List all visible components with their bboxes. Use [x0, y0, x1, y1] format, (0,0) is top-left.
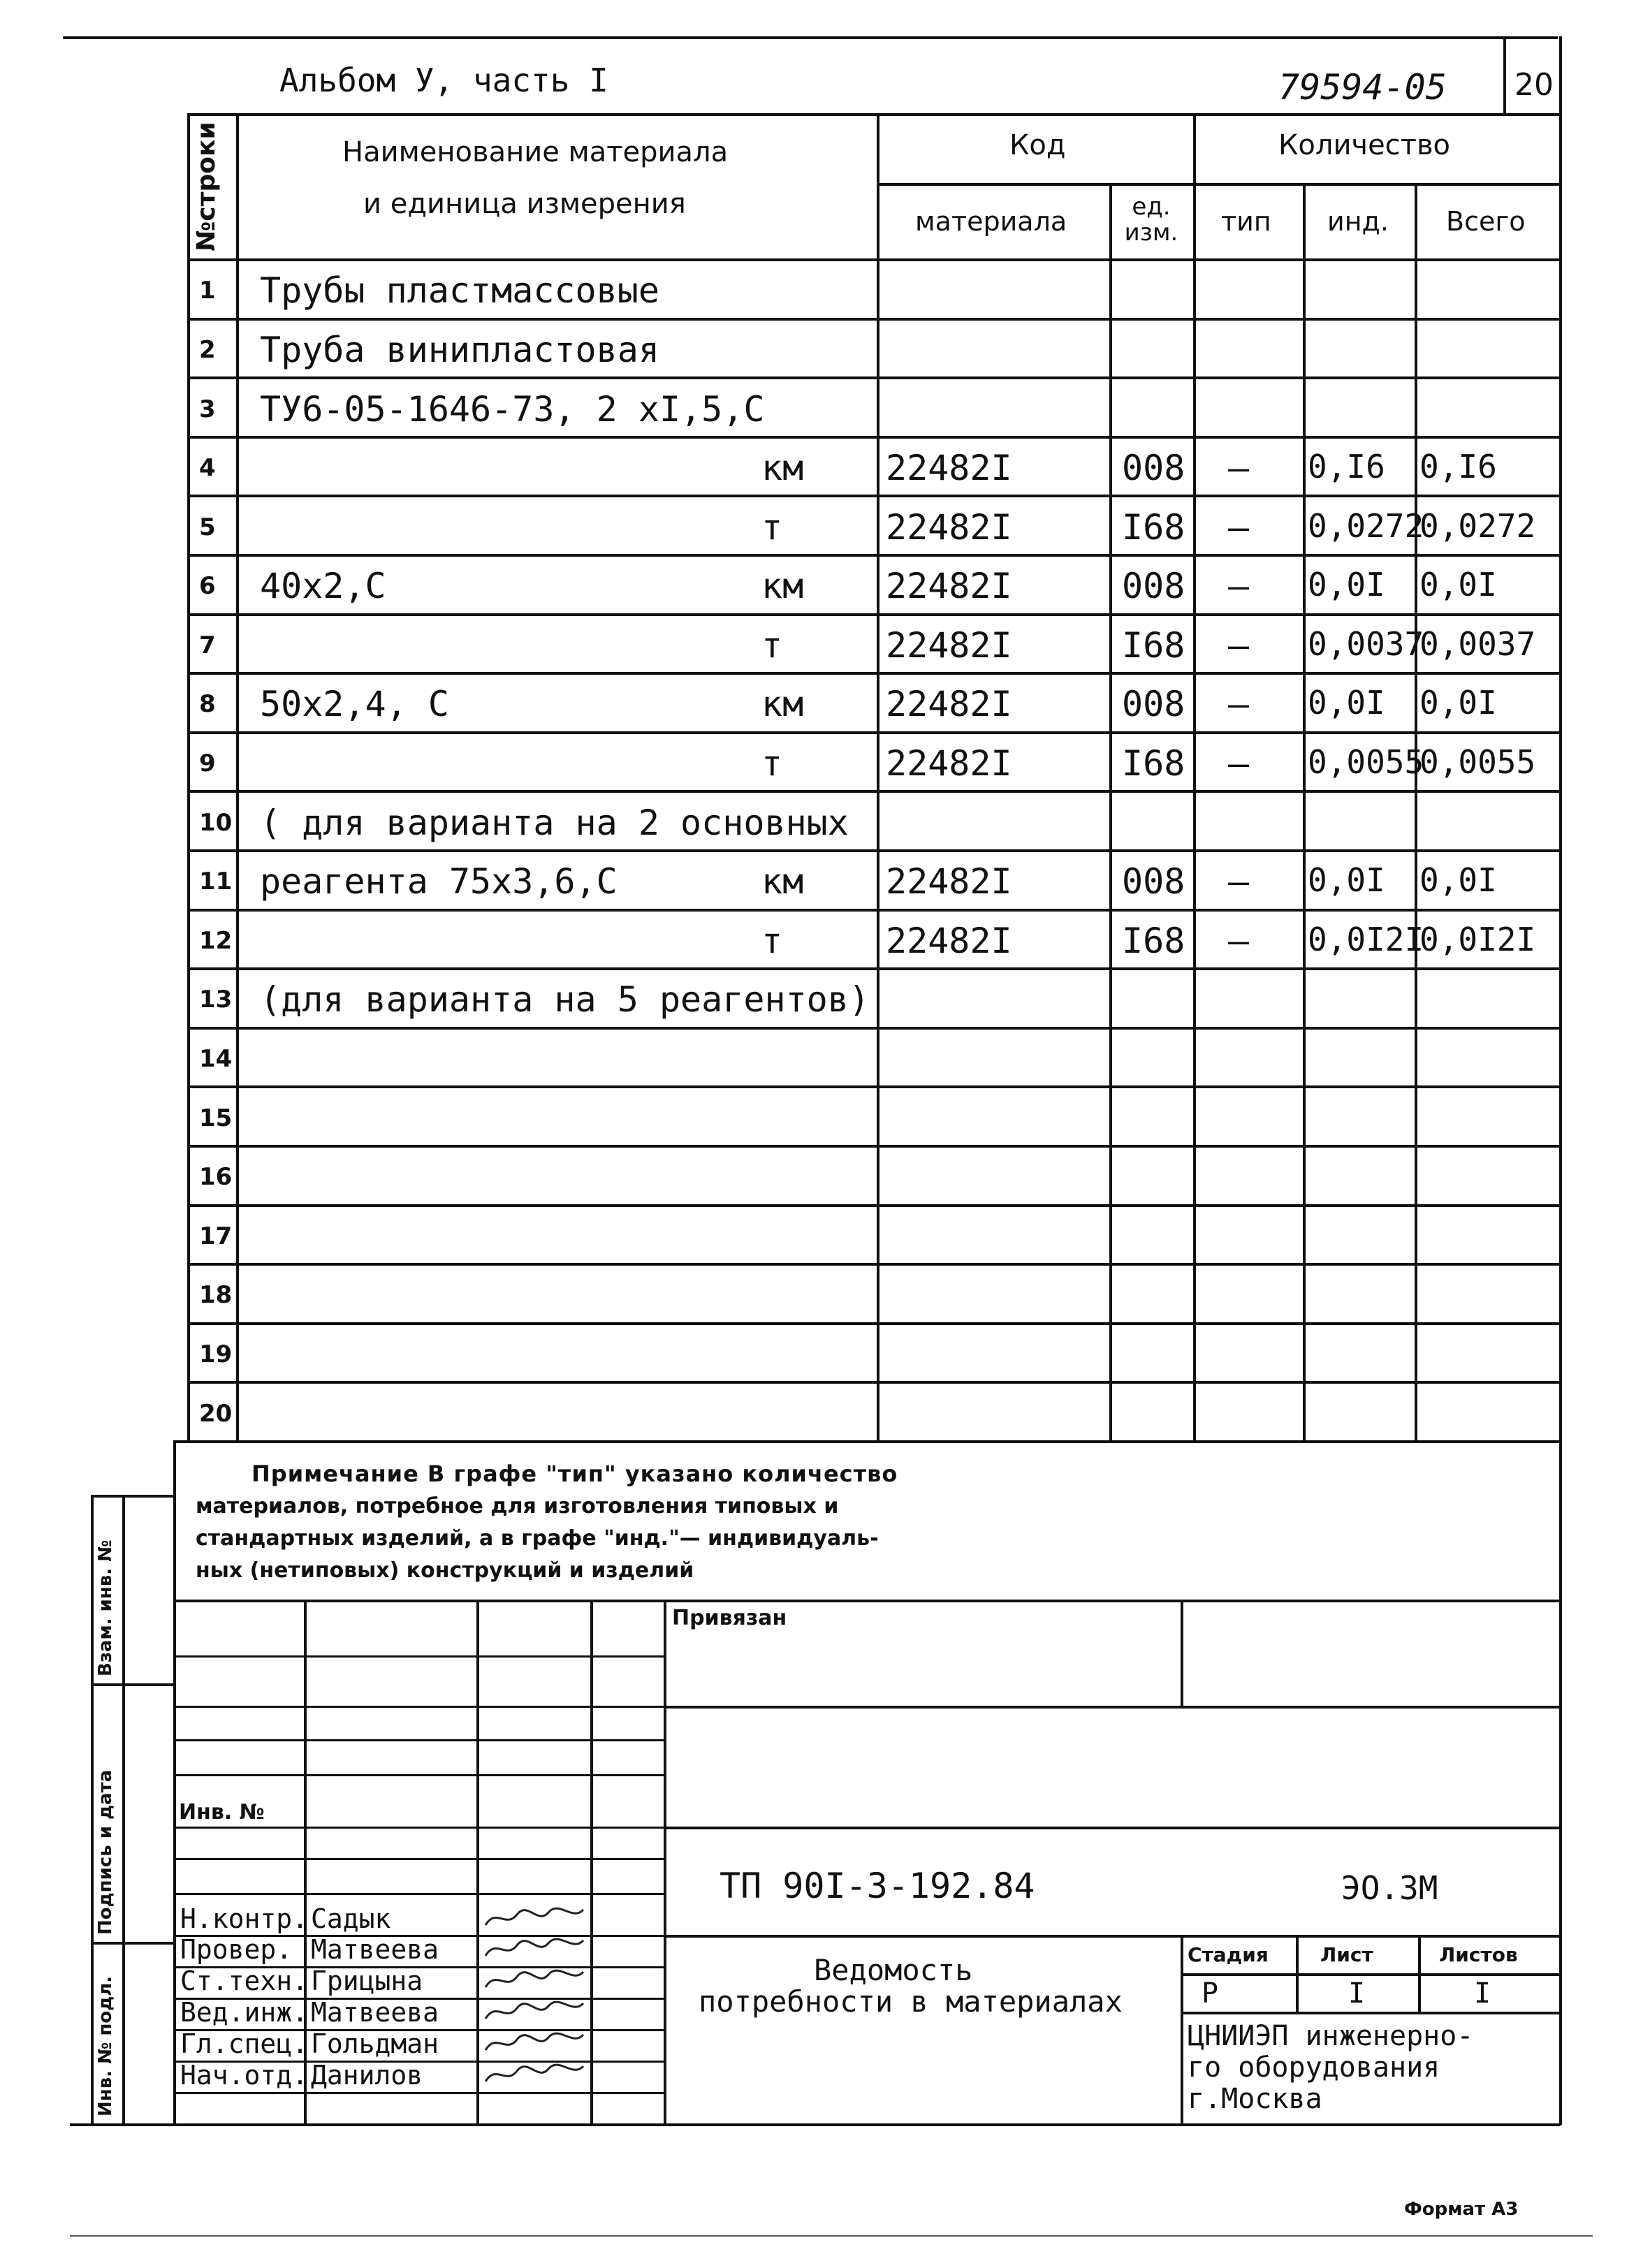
row-name: ( для варианта на 2 основных — [260, 803, 849, 843]
sheet-value: I — [1348, 1977, 1366, 2010]
tb-grid-v2 — [476, 1600, 479, 2125]
row-number: 2 — [199, 336, 216, 364]
signer-role: Вед.инж. — [180, 1997, 309, 2028]
table-top — [187, 113, 1561, 116]
tb-grid-row-line — [173, 1706, 664, 1708]
stage-value: Р — [1202, 1977, 1219, 2010]
row-number: 14 — [199, 1045, 233, 1073]
side-inv-podl: Инв. № подл. — [95, 1975, 116, 2116]
header-row-no: №строки — [192, 122, 221, 251]
row-unit-code: I68 — [1122, 507, 1185, 548]
row-ind: 0,0I — [1308, 861, 1385, 899]
binding-strip-top — [91, 1495, 173, 1498]
row-unit-code: I68 — [1122, 625, 1185, 666]
format-label: Формат А3 — [1404, 2199, 1519, 2220]
row-number: 9 — [199, 749, 216, 777]
header-qty-ind: инд. — [1327, 206, 1389, 237]
tb-line-4 — [664, 1935, 1561, 1938]
row-code: 22482I — [886, 625, 1012, 666]
row-ind: 0,0272 — [1308, 507, 1424, 545]
tb-grid-row-line — [173, 1774, 664, 1776]
row-number: 20 — [199, 1400, 233, 1428]
signer-role: Провер. — [180, 1934, 293, 1965]
tb-grid-row-line — [173, 1858, 664, 1860]
col-code-right — [1109, 183, 1112, 1440]
signature-mark — [482, 2061, 587, 2088]
row-number: 18 — [199, 1281, 233, 1309]
signature-mark — [482, 1904, 587, 1932]
doc-number: 79594-05 — [1278, 67, 1447, 108]
row-unit: т — [761, 921, 783, 961]
row-number: 1 — [199, 277, 216, 305]
row-ind: 0,0I — [1308, 684, 1385, 722]
row-name: 50х2,4, С — [260, 684, 449, 724]
row-divider — [187, 1263, 1561, 1266]
org-line2: го оборудования — [1188, 2051, 1440, 2084]
row-type: – — [1228, 684, 1250, 724]
doc-title-1: Ведомость — [814, 1953, 973, 1987]
row-name: 40х2,С — [260, 566, 386, 606]
row-type: – — [1228, 507, 1250, 548]
row-name: (для варианта на 5 реагентов) — [260, 979, 870, 1020]
row-type: – — [1228, 861, 1250, 902]
signer-name: Гольдман — [311, 2028, 439, 2059]
row-type: – — [1228, 743, 1250, 784]
row-unit: км — [761, 861, 804, 902]
page-number-divider — [1503, 36, 1506, 113]
signer-name: Данилов — [311, 2060, 423, 2091]
row-divider — [187, 731, 1561, 734]
signer-role: Ст.техн. — [180, 1966, 309, 1996]
row-unit: т — [761, 743, 783, 784]
row-number: 5 — [199, 513, 216, 541]
row-number: 10 — [199, 809, 233, 837]
col-unit-right — [1193, 113, 1196, 1440]
album-label: Альбом У, часть I — [279, 61, 608, 99]
section-code: ЭО.ЗМ — [1341, 1869, 1438, 1907]
header-qty-total: Всего — [1446, 206, 1526, 237]
row-ind: 0,0I2I — [1308, 921, 1424, 958]
header-code-unit: ед. изм. — [1124, 193, 1178, 247]
row-code: 22482I — [886, 448, 1012, 488]
stage-label: Стадия — [1188, 1943, 1269, 1966]
row-divider — [187, 967, 1561, 970]
row-total: 0,0037 — [1419, 625, 1536, 663]
row-number: 16 — [199, 1163, 233, 1191]
row-divider — [187, 672, 1561, 675]
header-qty-type: тип — [1221, 206, 1271, 237]
row-number: 19 — [199, 1340, 233, 1368]
org-line1: ЦНИИЭП инженерно- — [1188, 2020, 1474, 2052]
row-code: 22482I — [886, 743, 1012, 784]
footer-line — [70, 2235, 1593, 2237]
sheet-label: Лист — [1320, 1943, 1373, 1966]
row-total: 0,I6 — [1419, 448, 1497, 485]
note-line2: материалов, потребное для изготовления типовых и — [196, 1494, 839, 1519]
tb-stage-mid — [1181, 1973, 1561, 1976]
row-number: 7 — [199, 631, 216, 659]
row-divider — [187, 1145, 1561, 1148]
tb-grid-row-line — [173, 1655, 664, 1658]
tb-grid-row-line — [173, 1893, 664, 1895]
note-line3: стандартных изделий, а в графе "инд."— индивидуаль- — [196, 1526, 879, 1551]
side-vzam: Взам. инв. № — [95, 1539, 116, 1676]
col-name-right — [877, 113, 879, 1440]
row-unit: т — [761, 507, 783, 548]
side-podpis: Подпись и дата — [95, 1769, 116, 1935]
row-ind: 0,0I — [1308, 566, 1385, 603]
row-divider — [187, 790, 1561, 793]
signer-role: Н.контр. — [180, 1903, 309, 1934]
row-divider — [187, 1085, 1561, 1088]
signature-mark — [482, 2029, 587, 2057]
row-divider — [187, 849, 1561, 852]
col-ind-right — [1415, 183, 1417, 1440]
tb-line-1 — [173, 1600, 1561, 1602]
row-divider — [187, 613, 1561, 616]
row-type: – — [1228, 448, 1250, 488]
binding-strip-left — [91, 1495, 94, 2123]
tb-grid-row-line — [173, 1827, 664, 1829]
binding-strip-div1 — [91, 1683, 173, 1686]
row-unit: км — [761, 684, 804, 724]
row-divider — [187, 376, 1561, 379]
row-code: 22482I — [886, 861, 1012, 902]
row-number: 11 — [199, 868, 233, 895]
row-total: 0,0055 — [1419, 743, 1536, 781]
top-border — [63, 36, 1558, 39]
sheets-label: Листов — [1439, 1943, 1518, 1966]
tb-bottom — [70, 2123, 1561, 2126]
row-name: Труба винипластовая — [260, 330, 659, 370]
tb-grid-v3 — [590, 1600, 593, 2125]
tb-line-2 — [664, 1706, 1561, 1709]
tb-grid-row-line — [173, 1739, 664, 1741]
signer-name: Грицына — [311, 1966, 423, 1996]
header-name2: и единица измерения — [363, 188, 686, 220]
note-top — [173, 1440, 1561, 1443]
row-unit-code: 008 — [1122, 684, 1185, 724]
row-code: 22482I — [886, 684, 1012, 724]
row-divider — [187, 1381, 1561, 1384]
row-number: 3 — [199, 395, 216, 423]
binding-strip-div2 — [91, 1942, 173, 1945]
row-number: 4 — [199, 454, 216, 482]
row-total: 0,0I — [1419, 861, 1497, 899]
row-total: 0,0I — [1419, 566, 1497, 603]
tb-split — [664, 1600, 666, 2125]
subheader-line — [877, 183, 1559, 186]
inv-no-label: Инв. № — [179, 1800, 265, 1824]
row-number: 6 — [199, 572, 216, 600]
col-type-right — [1303, 183, 1306, 1440]
row-ind: 0,I6 — [1308, 448, 1385, 485]
row-name: реагента 75х3,6,С — [260, 861, 618, 902]
row-type: – — [1228, 566, 1250, 606]
row-unit-code: 008 — [1122, 566, 1185, 606]
signer-role: Нач.отд. — [180, 2060, 309, 2091]
tb-grid-row-line — [173, 2092, 664, 2094]
header-code-material: материала — [915, 206, 1067, 237]
row-number: 17 — [199, 1222, 233, 1250]
row-code: 22482I — [886, 507, 1012, 548]
row-name: ТУ6-05-1646-73, 2 хI,5,С — [260, 389, 765, 430]
note-line1: Примечание В графе "тип" указано количество — [251, 1461, 898, 1487]
row-code: 22482I — [886, 921, 1012, 961]
row-unit: км — [761, 566, 804, 606]
signer-name: Матвеева — [311, 1997, 439, 2028]
row-divider — [187, 909, 1561, 912]
row-unit: км — [761, 448, 804, 488]
table-right — [1559, 36, 1562, 1440]
row-code: 22482I — [886, 566, 1012, 606]
row-number: 8 — [199, 690, 216, 718]
row-unit-code: I68 — [1122, 921, 1185, 961]
signer-role: Гл.спец. — [180, 2028, 309, 2059]
col-rownum-right — [236, 113, 239, 1440]
signature-mark — [482, 1998, 587, 2026]
row-divider — [187, 1204, 1561, 1207]
project-code: ТП 90I-3-192.84 — [720, 1866, 1035, 1906]
header-bottom — [187, 258, 1561, 261]
tb-line-3 — [664, 1827, 1561, 1829]
page-number: 20 — [1514, 67, 1554, 103]
row-total: 0,0272 — [1419, 507, 1536, 545]
signature-mark — [482, 1966, 587, 1994]
signer-name: Садык — [311, 1903, 391, 1934]
tb-stage-bottom — [1181, 2012, 1561, 2014]
row-type: – — [1228, 625, 1250, 666]
signature-mark — [482, 1935, 587, 1963]
table-left — [187, 113, 190, 1440]
row-divider — [187, 495, 1561, 497]
row-number: 13 — [199, 986, 233, 1014]
title-block-left — [173, 1440, 176, 2125]
row-number: 12 — [199, 927, 233, 955]
row-divider — [187, 318, 1561, 321]
row-ind: 0,0037 — [1308, 625, 1424, 663]
note-line4: ных (нетиповых) конструкций и изделий — [196, 1558, 694, 1583]
doc-title-2: потребности в материалах — [699, 1984, 1123, 2019]
row-unit-code: 008 — [1122, 861, 1185, 902]
header-qty: Количество — [1278, 129, 1451, 161]
header-code: Код — [1009, 129, 1066, 161]
row-total: 0,0I2I — [1419, 921, 1536, 958]
tb-right — [1559, 1440, 1562, 2125]
row-number: 15 — [199, 1104, 233, 1132]
row-divider — [187, 1027, 1561, 1030]
header-name: Наименование материала — [342, 136, 729, 168]
row-divider — [187, 1322, 1561, 1325]
row-unit: т — [761, 625, 783, 666]
row-divider — [187, 436, 1561, 439]
tb-stage-left — [1181, 1935, 1183, 2125]
row-total: 0,0I — [1419, 684, 1497, 722]
org-line3: г.Москва — [1188, 2083, 1322, 2115]
signer-name: Матвеева — [311, 1934, 439, 1965]
row-type: – — [1228, 921, 1250, 961]
row-divider — [187, 554, 1561, 557]
row-unit-code: 008 — [1122, 448, 1185, 488]
row-name: Трубы пластмассовые — [260, 270, 659, 311]
row-unit-code: I68 — [1122, 743, 1185, 784]
row-ind: 0,0055 — [1308, 743, 1424, 781]
binding-strip-right — [122, 1495, 125, 2123]
tb-privyazan-split — [1181, 1600, 1183, 1706]
privyazan-label: Привязан — [672, 1606, 787, 1630]
sheets-value: I — [1474, 1977, 1491, 2010]
